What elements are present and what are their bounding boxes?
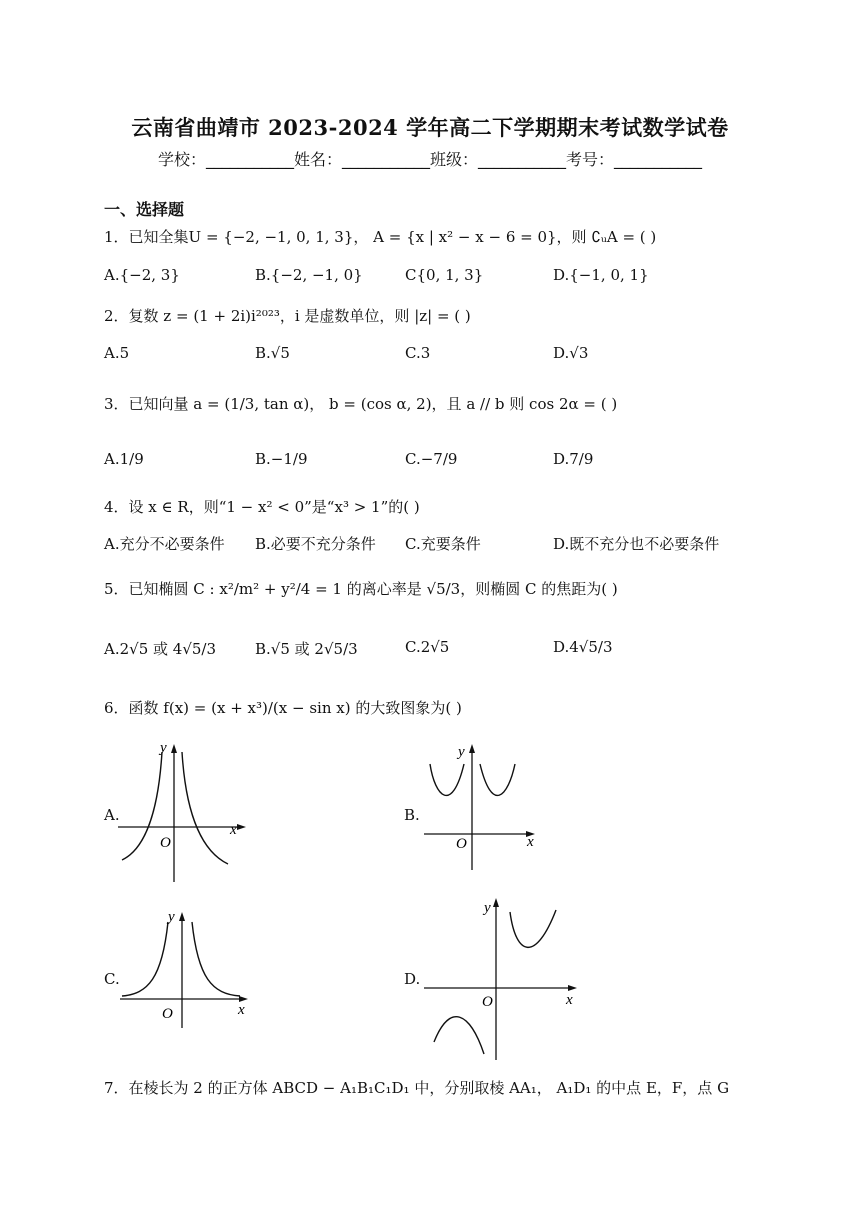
section-heading: 一、选择题 — [104, 200, 185, 219]
graph-c — [118, 906, 258, 1030]
question-7: 7．在棱长为 2 的正方体 ABCD − A₁B₁C₁D₁ 中，分别取棱 AA₁， A₁D₁ 的中点 E，F，点 G — [104, 1079, 730, 1097]
q1-option-d: D.{−1, 0, 1} — [553, 266, 649, 284]
q3-option-c: C.−7/9 — [405, 450, 458, 468]
graph-b-right-curve — [480, 764, 515, 795]
graph-a-right-curve — [182, 752, 228, 864]
q6-option-b: B. — [404, 806, 420, 824]
q5-option-a: A.2√5 或 4√5/3 — [104, 640, 217, 658]
question-3: 3．已知向量 a = (1/3, tan α)， b = (cos α, 2)，且 a // b 则 cos 2α = ( ) — [104, 395, 618, 413]
q1-option-b: B.{−2, −1, 0} — [255, 266, 363, 284]
graph-c-x-label: x — [238, 1002, 245, 1018]
graph-b-origin-label: O — [456, 836, 467, 852]
q2-option-d: D.√3 — [553, 344, 589, 362]
q4-option-b: B.必要不充分条件 — [255, 535, 376, 553]
q1-option-a: A.{−2, 3} — [104, 266, 180, 284]
student-info-line: 学校：___________姓名：___________班级：___________考号：___________ — [157, 150, 702, 169]
q4-option-a: A.充分不必要条件 — [104, 535, 225, 553]
q2-option-b: B.√5 — [255, 344, 290, 362]
q4-option-d: D.既不充分也不必要条件 — [553, 535, 720, 553]
q1-option-c: C{0, 1, 3} — [405, 266, 484, 284]
graph-d-x-label: x — [566, 992, 573, 1008]
question-1: 1．已知全集U = {−2, −1, 0, 1, 3}， A = {x | x² − x − 6 = 0}，则 ∁ᵤA = ( ) — [104, 228, 657, 246]
question-6: 6．函数 f(x) = (x + x³)/(x − sin x) 的大致图象为( ) — [104, 699, 462, 717]
graph-d-upper-curve — [510, 910, 556, 947]
graph-c-y-label: y — [168, 909, 175, 925]
q5-option-d: D.4√5/3 — [553, 638, 613, 656]
graph-c-left-curve — [122, 922, 168, 996]
graph-a-x-label: x — [230, 822, 237, 838]
q6-option-a: A. — [104, 806, 120, 824]
question-5: 5．已知椭圆 C : x²/m² + y²/4 = 1 的离心率是 √5/3，则椭圆 C 的焦距为( ) — [104, 580, 618, 598]
graph-d-lower-curve — [434, 1017, 484, 1054]
question-2: 2．复数 z = (1 + 2i)i²⁰²³，i 是虚数单位，则 |z| = ( ) — [104, 307, 471, 325]
q5-option-b: B.√5 或 2√5/3 — [255, 640, 358, 658]
q6-option-c: C. — [104, 970, 120, 988]
graph-d-y-label: y — [484, 900, 491, 916]
graph-b-x-label: x — [527, 834, 534, 850]
graph-c-origin-label: O — [162, 1006, 173, 1022]
question-4: 4．设 x ∈ R，则“1 − x² < 0”是“x³ > 1”的( ) — [104, 498, 420, 516]
q2-option-a: A.5 — [104, 344, 130, 362]
graph-d — [420, 892, 590, 1062]
graph-a — [118, 742, 258, 882]
graph-b-y-label: y — [458, 744, 465, 760]
q4-option-c: C.充要条件 — [405, 535, 481, 553]
q3-option-b: B.−1/9 — [255, 450, 308, 468]
page-title: 云南省曲靖市 2023-2024 学年高二下学期期末考试数学试卷 — [131, 115, 729, 140]
graph-b-left-curve — [430, 764, 464, 795]
q3-option-a: A.1/9 — [104, 450, 144, 468]
graph-c-right-curve — [192, 922, 240, 996]
graph-a-y-label: y — [160, 742, 167, 756]
q3-option-d: D.7/9 — [553, 450, 594, 468]
q2-option-c: C.3 — [405, 344, 431, 362]
q5-option-c: C.2√5 — [405, 638, 450, 656]
q6-option-d: D. — [404, 970, 421, 988]
graph-d-origin-label: O — [482, 994, 493, 1010]
graph-b — [420, 742, 550, 872]
graph-a-left-curve — [122, 752, 162, 860]
graph-a-origin-label: O — [160, 835, 171, 851]
